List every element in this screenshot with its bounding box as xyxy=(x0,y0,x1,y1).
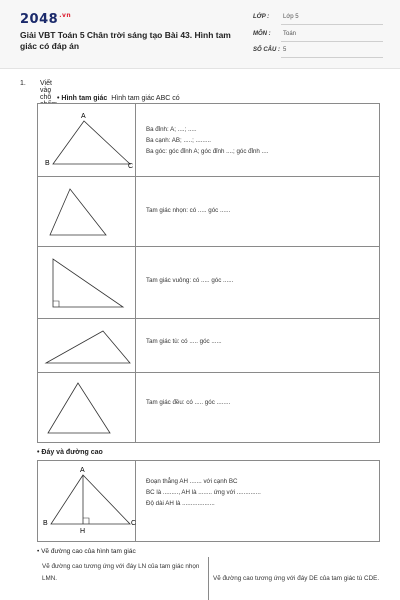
document-title: Giải VBT Toán 5 Chân trời sáng tạo Bài 43. Hình tam giác có đáp án xyxy=(20,30,231,51)
draw-height-task xyxy=(37,557,383,600)
meta-subject-key: MÔN : xyxy=(253,31,271,37)
page-header xyxy=(0,0,400,69)
equilateral-triangle-figure xyxy=(38,373,135,443)
meta-subject-value: Toán xyxy=(283,31,297,37)
question-instruction: Viết vào chỗ xyxy=(40,80,52,101)
section1-heading xyxy=(57,95,180,102)
height-triangle-shape xyxy=(51,475,130,524)
row1-line2: Ba cạnh: AB; .....; ......... xyxy=(146,137,211,144)
acute-triangle-cell xyxy=(38,177,136,247)
row1-line1: Ba đỉnh: A; ....; ..... xyxy=(146,126,197,133)
task-divider xyxy=(208,557,209,600)
right-triangle-figure xyxy=(38,247,135,319)
table-row xyxy=(38,176,379,247)
table-row xyxy=(38,372,379,443)
height-triangle-figure xyxy=(38,461,135,541)
triangle-abc-figure xyxy=(38,104,135,176)
foot-h-label: H xyxy=(80,528,86,535)
site-logo[interactable] xyxy=(20,12,71,27)
meta-class-key: LỚP : xyxy=(253,14,270,20)
vertex-b-label: B xyxy=(43,520,48,527)
table-row xyxy=(38,246,379,319)
height-line2: BC là ........., AH là ........ ứng với .............. xyxy=(146,489,261,496)
height-text xyxy=(146,476,261,509)
height-line3: Độ dài AH là ................... xyxy=(146,500,215,507)
obtuse-triangle-shape xyxy=(46,331,130,363)
equilateral-triangle-cell xyxy=(38,373,136,443)
meta-divider xyxy=(281,41,383,42)
question-number: 1. xyxy=(20,80,26,87)
task-acute-lmn: Vẽ đường cao tương ứng với đáy LN của tam giác nhọn LMN. xyxy=(42,563,200,582)
height-figure-cell xyxy=(38,461,136,541)
row1-line3: Ba góc: góc đỉnh A; góc đỉnh ....; góc đỉnh .... xyxy=(146,148,269,155)
vertex-c-label: C xyxy=(128,163,134,170)
row5-text xyxy=(146,397,230,408)
row2-line1: Tam giác nhọn: có ..... góc ...... xyxy=(146,207,231,214)
equilateral-triangle-shape xyxy=(48,383,110,433)
vertex-c-label: C xyxy=(131,520,137,527)
section1-title: • Hình tam giác xyxy=(57,95,108,102)
vertex-a-label: A xyxy=(81,113,86,120)
triangle-table xyxy=(37,103,380,443)
obtuse-triangle-figure xyxy=(38,319,135,373)
triangle-abc-cell xyxy=(38,104,136,176)
section3-heading: • Vẽ đường cao của hình tam giác xyxy=(37,548,136,555)
meta-divider xyxy=(281,24,383,25)
row4-text xyxy=(146,336,222,347)
section2-heading: • Đáy và đường cao xyxy=(37,449,103,456)
vertex-b-label: B xyxy=(45,160,50,167)
logo-text: 2048 xyxy=(20,12,59,27)
triangle-abc-shape xyxy=(53,121,130,164)
right-angle-mark xyxy=(53,301,59,307)
height-table xyxy=(37,460,380,542)
right-triangle-shape xyxy=(53,259,123,307)
row3-text xyxy=(146,275,233,286)
right-angle-mark xyxy=(83,518,89,524)
meta-divider xyxy=(281,57,383,58)
logo-suffix: .vn xyxy=(59,12,72,19)
table-row xyxy=(38,104,379,176)
meta-class-value: Lớp 5 xyxy=(283,14,299,20)
row5-line1: Tam giác đều: có ..... góc ........ xyxy=(146,399,231,406)
row1-text xyxy=(146,124,268,157)
task-obtuse-cde: Vẽ đường cao tương ứng với đáy DE của tam giác tù CDE. xyxy=(213,575,380,582)
vertex-a-label: A xyxy=(80,467,85,474)
row4-line1: Tam giác tù: có ..... góc ...... xyxy=(146,338,222,345)
acute-triangle-shape xyxy=(50,189,106,235)
acute-triangle-figure xyxy=(38,177,135,247)
table-row xyxy=(38,318,379,373)
meta-count-key: SỐ CÂU : xyxy=(253,47,280,53)
meta-count-value: 5 xyxy=(283,47,287,53)
right-triangle-cell xyxy=(38,247,136,319)
row3-line1: Tam giác vuông: có ..... góc ...... xyxy=(146,277,234,284)
obtuse-triangle-cell xyxy=(38,319,136,373)
height-line1: Đoạn thẳng AH ....... với cạnh BC xyxy=(146,478,238,485)
row2-text xyxy=(146,205,230,216)
section1-subtitle: Hình tam giác ABC có xyxy=(111,95,180,102)
